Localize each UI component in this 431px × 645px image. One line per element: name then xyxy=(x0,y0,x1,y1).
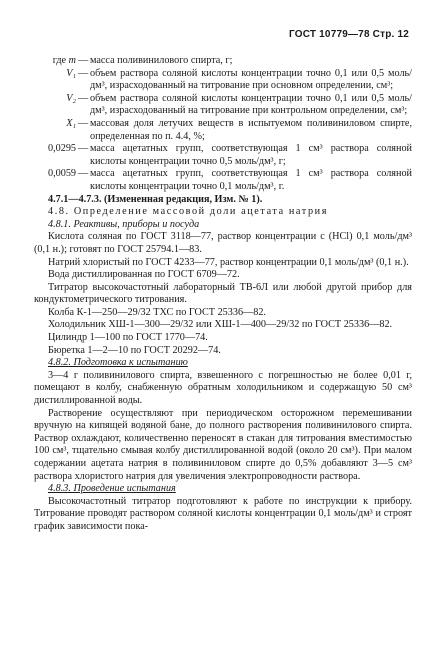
definition-text: массовая доля летучих веществ в испытуемом поливиниловом спирте, определенная по п. 4.4, %; xyxy=(90,117,412,142)
definition-symbol: 0,0295 xyxy=(47,143,76,155)
definition-symbol: X₁ xyxy=(66,117,76,129)
paragraph-distilled-water: Вода дистиллированная по ГОСТ 6709—72. xyxy=(48,269,240,281)
section-heading-4-8: 4.8. Определение массовой доли ацетата натрия xyxy=(48,206,328,218)
definition-symbol: V₁ xyxy=(66,67,76,79)
paragraph-titrator: Титратор высокочастотный лабораторный ТВ-6Л или любой другой прибор для кондуктометрического титрования. xyxy=(34,281,412,306)
paragraph-test-procedure: Высокочастотный титратор подготовляют к работе по инструкции к прибору. Титрование проводят раствором соляной кислоты концентрации 0,1 моль/дм³ и строят график зависимости пока- xyxy=(34,495,412,532)
amendment-note: 4.7.1—4.7.3. (Измененная редакция, Изм. № 1). xyxy=(48,193,263,205)
paragraph-sodium-chloride: Натрий хлористый по ГОСТ 4233—77, раствор концентрации 0,1 моль/дм³ (0,1 н.). xyxy=(48,256,409,268)
paragraph-preparation-1: 3—4 г поливинилового спирта, взвешенного с погрешностью не более 0,01 г, помещают в колбу, снабженную обратным холодильником и содержащую 50 см³ дистиллированной воды. xyxy=(34,369,412,407)
definition-text: объем раствора соляной кислоты концентрации точно 0,1 или 0,5 моль/дм³, израсходованный на титрование при контрольном определении, см³; xyxy=(90,92,412,117)
page-body xyxy=(34,55,412,534)
paragraph-burette: Бюретка 1—2—10 по ГОСТ 20292—74. xyxy=(48,344,221,356)
definition-symbol: V₂ xyxy=(66,92,76,104)
paragraph-cylinder: Цилиндр 1—100 по ГОСТ 1770—74. xyxy=(48,332,208,344)
definition-symbol: 0,0059 xyxy=(47,168,76,180)
page-header: ГОСТ 10779—78 Стр. 12 xyxy=(289,29,409,40)
paragraph-preparation-2: Растворение осуществляют при периодическом осторожном перемешивании вручную на кипящей водяной бане, до полного растворения поливинилового спирта. Раствор охлаждают, количественно переносят в стакан для титрования вместимостью 100 см³, тщательно смывая колбу дистиллированной водой (около 20 см³). При малом содержании ацетата натрия в поливиниловом спирте до 0,5% добавляют 3—5 см³ раствора хлористого натрия для увеличения электропроводности раствора. xyxy=(34,407,412,482)
subsection-heading-4-8-3: 4.8.3. Проведение испытания xyxy=(48,483,176,495)
subsection-heading-4-8-2: 4.8.2. Подготовка к испытанию xyxy=(48,357,188,369)
definition-symbol: где m xyxy=(52,55,76,66)
definition-text: масса поливинилового спирта, г; xyxy=(90,55,233,66)
definition-text: объем раствора соляной кислоты концентрации точно 0,1 или 0,5 моль/дм³, израсходованный на титрование при основном определении, см³; xyxy=(90,67,412,92)
definition-text: масса ацетатных групп, соответствующая 1 см³ раствора соляной кислоты концентрации точно 0,5 моль/дм³, г; xyxy=(90,143,412,167)
subsection-heading-4-8-1: 4.8.1. Реактивы, приборы и посуда xyxy=(48,218,200,230)
paragraph-condenser: Холодильник ХШ-1—300—29/32 или ХШ-1—400—29/32 по ГОСТ 25336—82. xyxy=(48,319,393,331)
paragraph-hydrochloric-acid: Кислота соляная по ГОСТ 3118—77, раствор концентрации с (HCl) 0,1 моль/дм³ (0,1 н.); готовят по ГОСТ 25794.1—83. xyxy=(34,231,412,255)
symbol-definitions: где m — масса поливинилового спирта, г; V₁ — объем раствора соляной кислоты концентрации точно 0,1 или 0,5 моль/дм³, израсходованный на титрование при основном определении, см³; V₂ — объем раствора соляной кислоты концентрации точно 0,1 или 0,5 моль/дм³, израсходованный на титрование при контрольном определении, см³; X₁ — массовая доля летучих веществ в испытуемом поливиниловом спирте, определенная по п. 4.4, %; 0,0295 — масса ацетатных групп, соответствующая 1 см³ раствора соляной кислоты концентрации точно 0,5 моль/дм³, г; 0,0059 — масса ацетатных групп, соответствующая 1 см³ раствора соляной кислоты концентрации точно 0,1 моль/дм³, г. xyxy=(34,55,412,194)
paragraph-flask: Колба К-1—250—29/32 ТХС по ГОСТ 25336—82. xyxy=(48,306,266,318)
definition-text: масса ацетатных групп, соответствующая 1 см³ раствора соляной кислоты концентрации точно 0,1 моль/дм³, г. xyxy=(90,168,412,192)
